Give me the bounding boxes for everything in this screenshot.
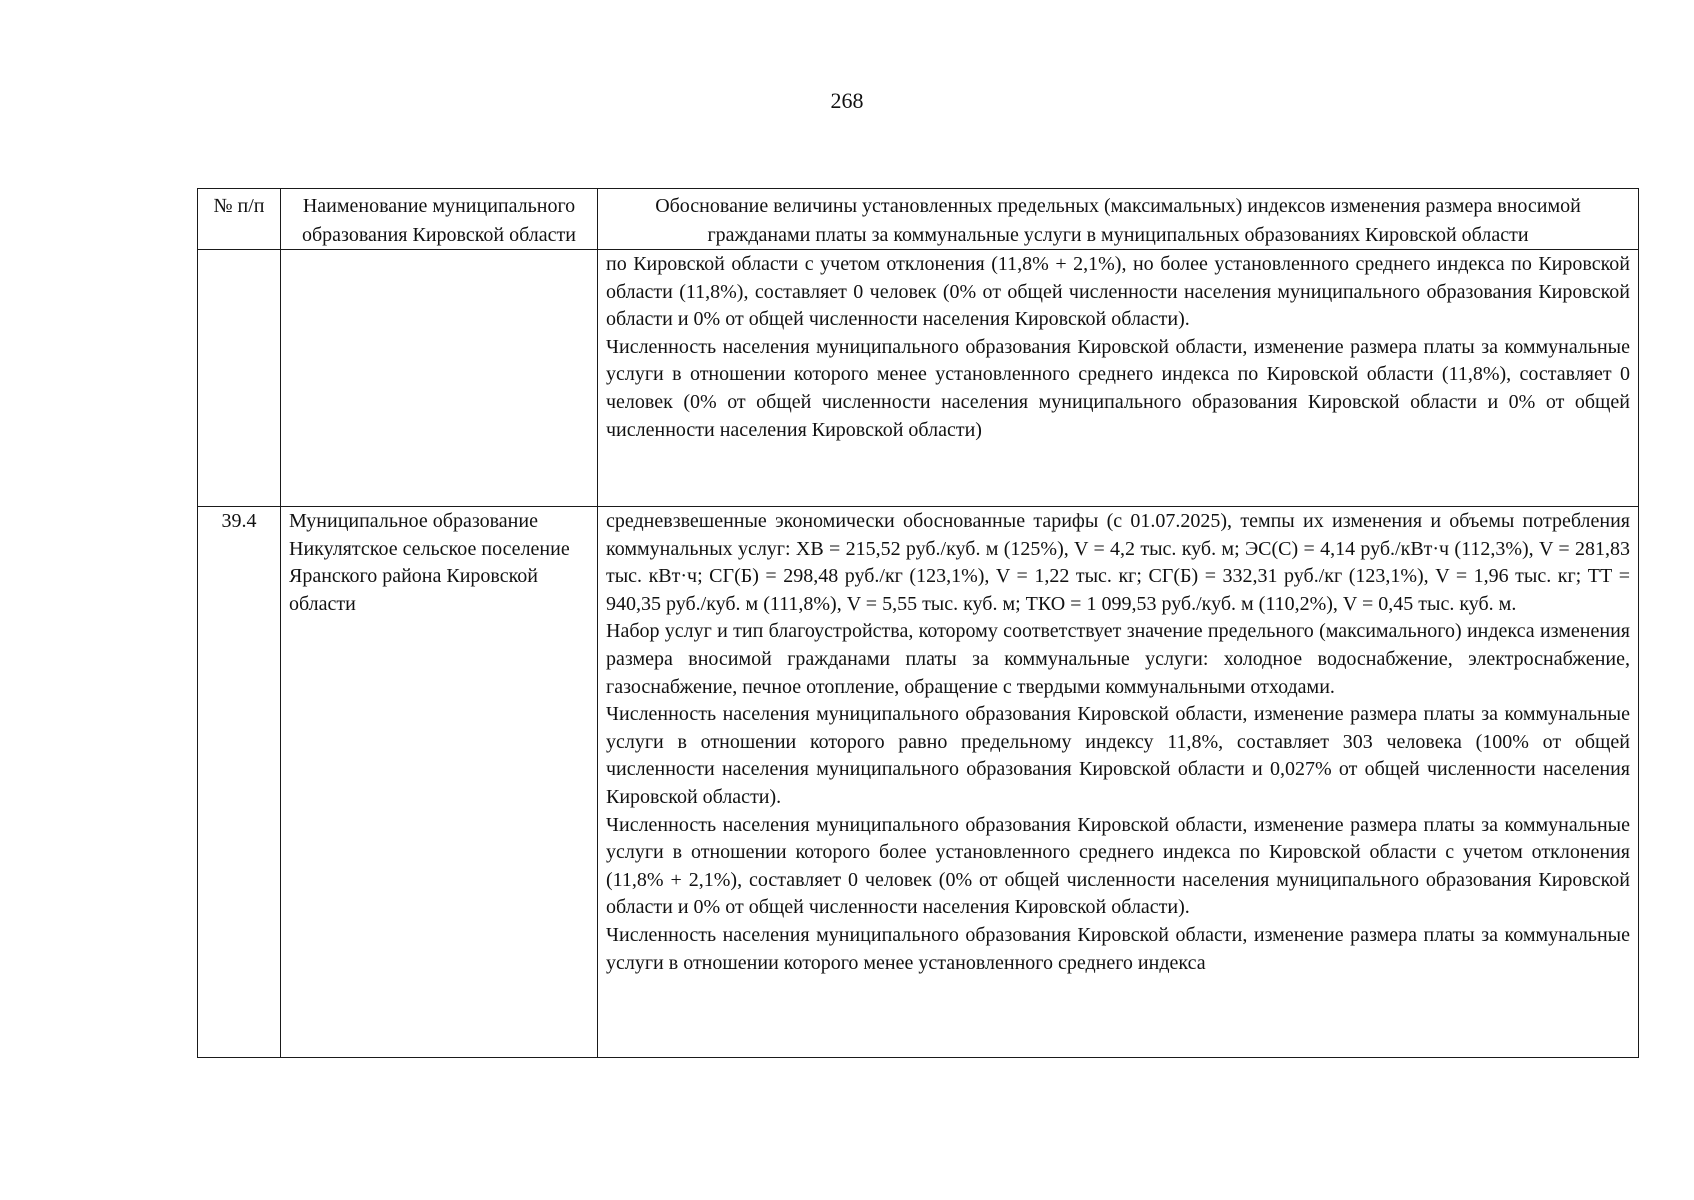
justification-paragraph: средневзвешенные экономически обоснованные тарифы (с 01.07.2025), темпы их изменения и объемы потребления коммунальных услуг: ХВ = 215,52 руб./куб. м (125%), V = 4,2 тыс. куб. м; ЭС(С) = 4,14 руб./кВт·ч (112,3%), V = 281,83 тыс. кВт·ч; СГ(Б) = 298,48 руб./кг (123,1%), V = 1,22 тыс. кг; СГ(Б) = 332,31 руб./кг (123,1%), V = 1,96 тыс. кг; ТТ = 940,35 руб./куб. м (111,8%), V = 5,55 тыс. куб. м; ТКО = 1 099,53 руб./куб. м (110,2%), V = 0,45 тыс. куб. м. [606, 510, 1630, 615]
page-number: 268 [830, 88, 864, 113]
header-name: Наименование муниципального образования Кировской области [281, 189, 598, 250]
table-row [198, 507, 1639, 1058]
justification-paragraph: Численность населения муниципального образования Кировской области, изменение размера платы за коммунальные услуги в отношении которого менее установленного среднего индекса по Кировской области (11,8%), составляет 0 человек (0% от общей численности населения муниципального образования Кировской области и 0% от общей численности населения Кировской области) [606, 335, 1630, 441]
header-num: № п/п [198, 189, 281, 250]
row-name [281, 250, 598, 507]
justification-paragraph: Численность населения муниципального образования Кировской области, изменение размера платы за коммунальные услуги в отношении которого более установленного среднего индекса по Кировской области с учетом отклонения (11,8% + 2,1%), составляет 0 человек (0% от общей численности населения муниципального образования Кировской области и 0% от общей численности населения Кировской области). [606, 813, 1630, 919]
justification-table [197, 188, 1639, 1058]
justification-paragraph: по Кировской области с учетом отклонения (11,8% + 2,1%), но более установленного среднего индекса по Кировской области (11,8%), составляет 0 человек (0% от общей численности населения муниципального образования Кировской области и 0% от общей численности населения Кировской области). [606, 253, 1630, 331]
row-num [198, 250, 281, 507]
table-header-row [198, 189, 1639, 250]
row-justification [598, 507, 1639, 1058]
justification-paragraph: Численность населения муниципального образования Кировской области, изменение размера платы за коммунальные услуги в отношении которого равно предельному индексу 11,8%, составляет 303 человека (100% от общей численности населения муниципального образования Кировской области и 0,027% от общей численности населения Кировской области). [606, 703, 1630, 808]
row-justification [598, 250, 1639, 507]
row-num: 39.4 [198, 507, 281, 1058]
table-row [198, 250, 1639, 507]
justification-paragraph: Численность населения муниципального образования Кировской области, изменение размера платы за коммунальные услуги в отношении которого менее установленного среднего индекса [606, 923, 1630, 974]
row-name: Муниципальное образование Никулятское сельское поселение Яранского района Кировской области [281, 507, 598, 1058]
header-justification: Обоснование величины установленных предельных (максимальных) индексов изменения размера вносимой гражданами платы за коммунальные услуги в муниципальных образованиях Кировской области [598, 189, 1639, 250]
justification-paragraph: Набор услуг и тип благоустройства, которому соответствует значение предельного (максимального) индекса изменения размера вносимой гражданами платы за коммунальные услуги: холодное водоснабжение, электроснабжение, газоснабжение, печное отопление, обращение с твердыми коммунальными отходами. [606, 620, 1630, 698]
